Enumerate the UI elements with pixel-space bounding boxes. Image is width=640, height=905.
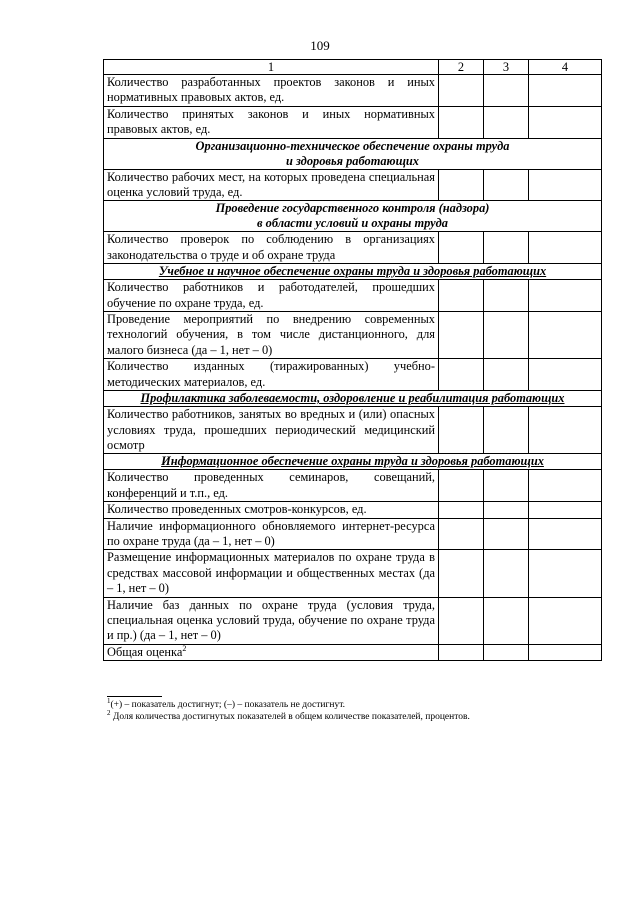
footnote-2-mark: 2 bbox=[107, 708, 111, 717]
section-header-row bbox=[104, 454, 602, 470]
value-cell-col-3[interactable] bbox=[484, 280, 529, 312]
value-cell-col-2[interactable] bbox=[439, 232, 484, 264]
value-cell-col-4[interactable] bbox=[529, 106, 602, 138]
value-cell-col-3[interactable] bbox=[484, 106, 529, 138]
section-title-line: в области условий и охраны труда bbox=[257, 216, 448, 231]
section-title-line: Профилактика заболеваемости, оздоровление и реабилитация работающих bbox=[140, 391, 565, 406]
section-title bbox=[104, 201, 602, 232]
section-title bbox=[104, 391, 602, 407]
value-cell-col-4[interactable] bbox=[529, 280, 602, 312]
indicator-text: Количество проведенных семинаров, совещаний, конференций и т.п., ед. bbox=[107, 470, 435, 500]
section-title-line: Проведение государственного контроля (надзора) bbox=[215, 201, 490, 216]
value-cell-col-4[interactable] bbox=[529, 502, 602, 518]
table-header-row bbox=[104, 60, 602, 75]
indicator-text: Количество принятых законов и иных нормативных правовых актов, ед. bbox=[107, 106, 435, 137]
value-cell-col-4[interactable] bbox=[529, 169, 602, 201]
indicator-cell bbox=[104, 106, 439, 138]
value-cell-col-2[interactable] bbox=[439, 280, 484, 312]
value-cell-col-2[interactable] bbox=[439, 470, 484, 502]
table-row bbox=[104, 407, 602, 454]
value-cell-col-3[interactable] bbox=[484, 232, 529, 264]
footnote-2 bbox=[107, 708, 470, 723]
value-cell-col-2[interactable] bbox=[439, 550, 484, 597]
section-header-row bbox=[104, 201, 602, 232]
value-cell-col-3[interactable] bbox=[484, 407, 529, 454]
value-cell-col-3[interactable] bbox=[484, 502, 529, 518]
footnote-1-mark: 1 bbox=[107, 696, 111, 705]
value-cell-col-4[interactable] bbox=[529, 312, 602, 359]
section-title bbox=[104, 454, 602, 470]
value-cell-col-4[interactable] bbox=[529, 597, 602, 644]
indicator-text: Количество проверок по соблюдению в организациях законодательства о труде и об охране труда bbox=[107, 232, 435, 262]
indicator-cell bbox=[104, 280, 439, 312]
indicator-text: Общая оценка bbox=[107, 644, 183, 659]
indicator-cell bbox=[104, 550, 439, 597]
value-cell-col-2[interactable] bbox=[439, 75, 484, 107]
value-cell-col-3[interactable] bbox=[484, 169, 529, 201]
header-col-3: 3 bbox=[484, 60, 529, 75]
indicator-cell bbox=[104, 359, 439, 391]
table-row bbox=[104, 232, 602, 264]
value-cell-col-2[interactable] bbox=[439, 359, 484, 391]
indicator-cell bbox=[104, 407, 439, 454]
indicator-text: Количество разработанных проектов законов и иных нормативных правовых актов, ед. bbox=[107, 75, 435, 105]
indicator-text: Наличие баз данных по охране труда (условия труда, специальная оценка условий труда, обучение по охране труда и пр.) (да – 1, нет – 0) bbox=[107, 597, 435, 643]
indicator-cell bbox=[104, 644, 439, 660]
value-cell-col-4[interactable] bbox=[529, 518, 602, 550]
indicators-table bbox=[103, 59, 602, 661]
table-row bbox=[104, 470, 602, 502]
table-row bbox=[104, 169, 602, 201]
value-cell-col-4[interactable] bbox=[529, 75, 602, 107]
section-title bbox=[104, 138, 602, 169]
indicator-cell bbox=[104, 518, 439, 550]
section-title-line: Учебное и научное обеспечение охраны труда и здоровья работающих bbox=[158, 264, 547, 279]
indicator-text: Количество рабочих мест, на которых проведена специальная оценка условий труда, ед. bbox=[107, 169, 435, 200]
value-cell-col-4[interactable] bbox=[529, 359, 602, 391]
footnote-separator bbox=[107, 696, 162, 697]
indicator-cell bbox=[104, 502, 439, 518]
value-cell-col-2[interactable] bbox=[439, 597, 484, 644]
table-row bbox=[104, 644, 602, 660]
indicator-cell bbox=[104, 232, 439, 264]
footnote-2-text: Доля количества достигнутых показателей в общем количестве показателей, процентов. bbox=[112, 712, 470, 722]
value-cell-col-2[interactable] bbox=[439, 169, 484, 201]
value-cell-col-2[interactable] bbox=[439, 502, 484, 518]
value-cell-col-2[interactable] bbox=[439, 312, 484, 359]
indicator-cell bbox=[104, 597, 439, 644]
value-cell-col-4[interactable] bbox=[529, 407, 602, 454]
indicator-text: Количество работников и работодателей, прошедших обучение по охране труда, ед. bbox=[107, 280, 435, 310]
section-header-row bbox=[104, 264, 602, 280]
value-cell-col-3[interactable] bbox=[484, 470, 529, 502]
table-row bbox=[104, 312, 602, 359]
indicator-text: Количество изданных (тиражированных) учебно-методических материалов, ед. bbox=[107, 359, 435, 389]
indicator-text: Размещение информационных материалов по охране труда в средствах массовой информации и общественных местах (да – 1, нет – 0) bbox=[107, 550, 435, 596]
indicator-cell bbox=[104, 312, 439, 359]
table-row bbox=[104, 280, 602, 312]
footnote-1 bbox=[107, 696, 346, 711]
table-row bbox=[104, 502, 602, 518]
value-cell-col-2[interactable] bbox=[439, 407, 484, 454]
indicator-cell bbox=[104, 75, 439, 107]
footnote-1-text: (+) – показатель достигнут; (–) – показатель не достигнут. bbox=[110, 700, 346, 710]
header-col-2: 2 bbox=[439, 60, 484, 75]
value-cell-col-2[interactable] bbox=[439, 518, 484, 550]
section-title-line: Информационное обеспечение охраны труда и здоровья работающих bbox=[161, 454, 544, 469]
section-title-line: и здоровья работающих bbox=[286, 153, 419, 168]
page-number: 109 bbox=[310, 38, 330, 53]
value-cell-col-3[interactable] bbox=[484, 75, 529, 107]
indicator-cell bbox=[104, 470, 439, 502]
table-row bbox=[104, 597, 602, 644]
header-col-1: 1 bbox=[104, 60, 439, 75]
value-cell-col-3[interactable] bbox=[484, 359, 529, 391]
section-header-row bbox=[104, 391, 602, 407]
indicator-text: Наличие информационного обновляемого интернет-ресурса по охране труда (да – 1, нет – 0) bbox=[107, 518, 435, 548]
indicators-table-body bbox=[104, 60, 602, 661]
indicator-text: Количество проведенных смотров-конкурсов, ед. bbox=[107, 502, 367, 517]
section-title bbox=[104, 264, 602, 280]
value-cell-col-4[interactable] bbox=[529, 550, 602, 597]
table-row bbox=[104, 106, 602, 138]
table-row bbox=[104, 75, 602, 107]
footnote-ref: 2 bbox=[182, 643, 187, 653]
value-cell-col-3[interactable] bbox=[484, 550, 529, 597]
value-cell-col-4[interactable] bbox=[529, 232, 602, 264]
value-cell-col-2[interactable] bbox=[439, 106, 484, 138]
value-cell-col-3[interactable] bbox=[484, 597, 529, 644]
indicator-text: Проведение мероприятий по внедрению современных технологий обучения, в том числе дистанционного, для малого бизнеса (да – 1, нет – 0) bbox=[107, 312, 435, 357]
table-row bbox=[104, 359, 602, 391]
table-row bbox=[104, 518, 602, 550]
value-cell-col-3[interactable] bbox=[484, 644, 529, 660]
header-col-4: 4 bbox=[529, 60, 602, 75]
value-cell-col-3[interactable] bbox=[484, 312, 529, 359]
section-title-line: Организационно-техническое обеспечение охраны труда bbox=[195, 138, 510, 153]
section-header-row bbox=[104, 138, 602, 169]
value-cell-col-4[interactable] bbox=[529, 644, 602, 660]
table-row bbox=[104, 550, 602, 597]
value-cell-col-2[interactable] bbox=[439, 644, 484, 660]
value-cell-col-3[interactable] bbox=[484, 518, 529, 550]
value-cell-col-4[interactable] bbox=[529, 470, 602, 502]
indicator-text: Количество работников, занятых во вредных и (или) опасных условиях труда, прошедших периодический медицинский осмотр bbox=[107, 407, 435, 452]
indicator-cell bbox=[104, 169, 439, 201]
